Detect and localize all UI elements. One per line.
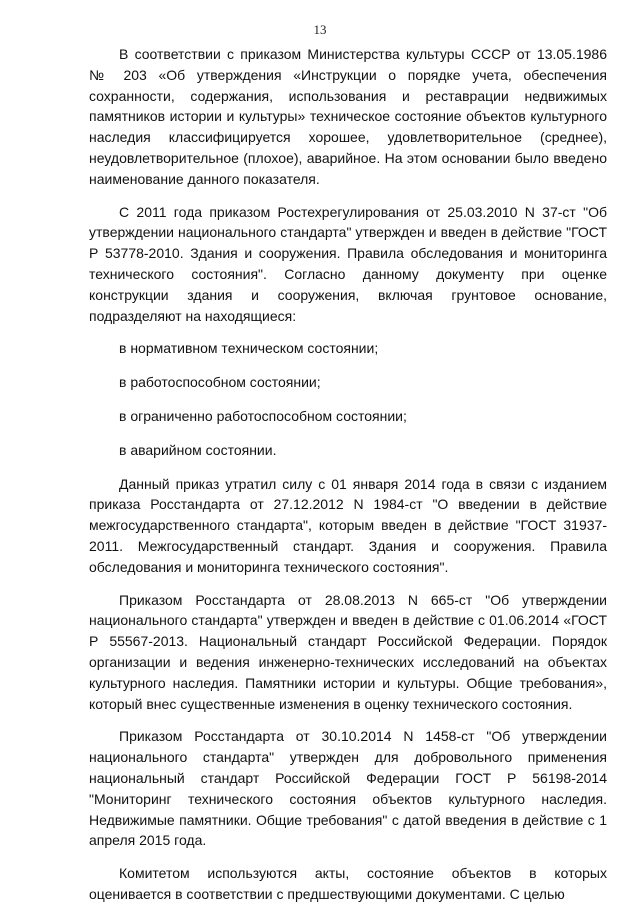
page-number: 13 bbox=[313, 22, 327, 37]
paragraph-gost-55567: Приказом Росстандарта от 28.08.2013 N 665-ст "Об утверждении национального стандарта" утвержден и введен в действие с 01.06.2014 «ГОСТ Р 55567-2013. Национальный стандарт Российской Федерации. Порядок организации и ведения инженерно-технических исследований на объектах культурного наследия. Памятники истории и культуры. Общие требования», который внес существенные изменения в оценку технического состояния. bbox=[89, 591, 607, 712]
list-item: в работоспособном состоянии; bbox=[119, 374, 321, 391]
list-item: в аварийном состоянии. bbox=[119, 441, 277, 458]
paragraph-gost-53778: С 2011 года приказом Ростехрегулирования от 25.03.2010 N 37-ст "Об утверждении национального стандарта" утвержден и введен в действие "ГОСТ Р 53778-2010. Здания и сооружения. Правила обследования и мониторинга технического состояния". Согласно данному документу при оценке конструкции здания и сооружения, включая грунтовое основание, подразделяют на находящиеся: bbox=[89, 203, 607, 324]
paragraph-gost-56198: Приказом Росстандарта от 30.10.2014 N 1458-ст "Об утверждении национального стандарта" утвержден для добровольного применения национальный стандарт Российской Федерации ГОСТ Р 56198-2014 "Мониторинг технического состояния объектов культурного наследия. Недвижимые памятники. Общие требования" с датой введения в действие с 1 апреля 2015 года. bbox=[89, 728, 607, 849]
list-item: в нормативном техническом состоянии; bbox=[119, 340, 379, 357]
paragraph-ussr-order: В соответствии с приказом Министерства культуры СССР от 13.05.1986 № 203 «Об утверждения «Инструкции о порядке учета, обеспечения сохранности, содержания, использования и реставрации недвижимых памятников истории и культуры» техническое состояние объектов культурного наследия классифицируется хорошее, удовлетворительное (среднее), неудовлетворительное (плохое), аварийное. На этом основании было введено наименование данного показателя. bbox=[89, 46, 607, 187]
list-item: в ограниченно работоспособном состоянии; bbox=[119, 407, 407, 424]
paragraph-gost-31937: Данный приказ утратил силу с 01 января 2014 года в связи с изданием приказа Росстандарта от 27.12.2012 N 1984-ст "О введении в действие межгосударственного стандарта", которым введен в действие "ГОСТ 31937-2011. Межгосударственный стандарт. Здания и сооружения. Правила обследования и мониторинга технического состояния". bbox=[89, 475, 607, 575]
paragraph-committee: Комитетом используются акты, состояние объектов в которых оценивается в соответствии с предшествующими документами. С целью bbox=[89, 865, 607, 902]
document-body bbox=[89, 44, 607, 917]
condition-list bbox=[89, 338, 607, 460]
